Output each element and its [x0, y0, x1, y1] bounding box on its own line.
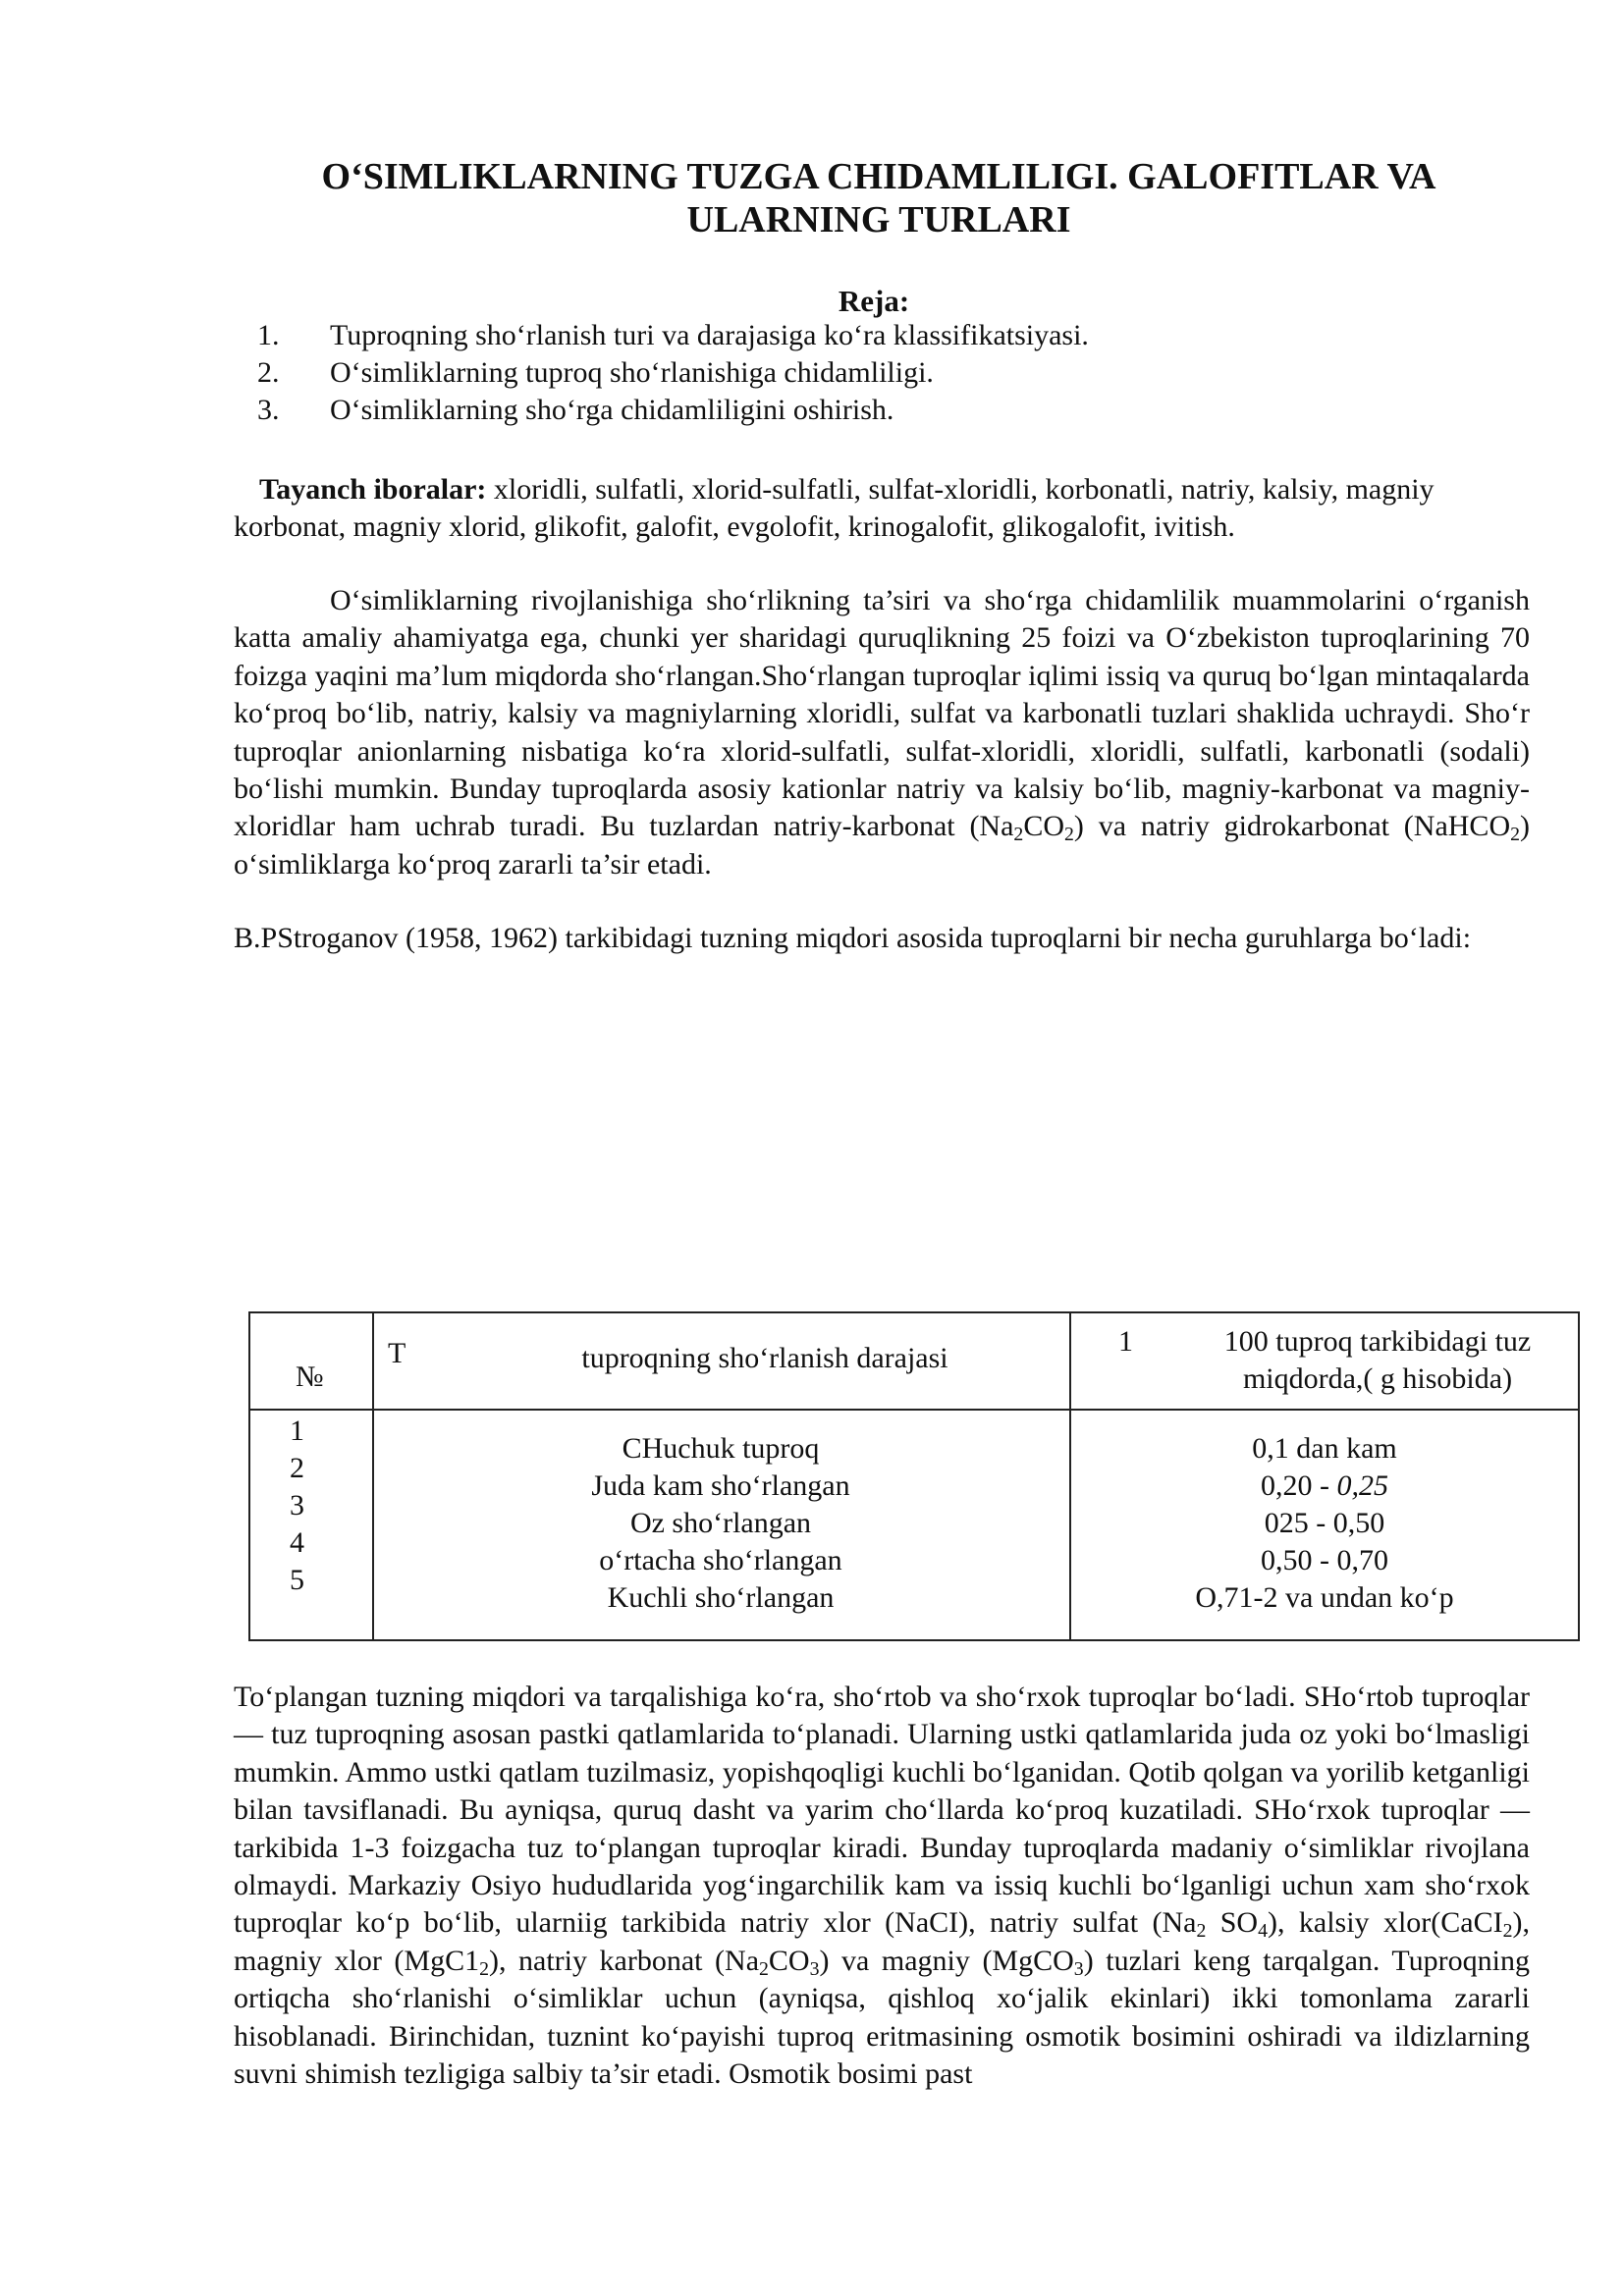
text-run: ) tuzlari keng tarqalgan. Tuproqning ortiqcha sho‘rlanishi o‘simliklar uchun (ayniqsa, qishloq xo‘jalik ekinlari) ikki tomonlama zararli hisoblanadi. Birinchidan, tuznint ko‘payishi tuproq eritmasining osmotik bosimini oshiradi va ildizlarning suvni shimish tezligiga salbiy ta’sir etadi. Osmotik bosimi past [234, 1944, 1530, 2091]
amount-cell [1069, 1468, 1580, 1505]
table-divider [250, 1409, 1578, 1411]
level-cell: Kuchli sho‘rlangan [607, 1581, 835, 1614]
row-number: 3 [290, 1489, 304, 1522]
table-header-number: № [296, 1361, 324, 1393]
intro-paragraph [234, 582, 1530, 883]
amount-italic: 0,25 [1336, 1469, 1388, 1502]
level-cell: Oz sho‘rlangan [629, 1507, 812, 1539]
subscript: 2 [759, 1957, 769, 1980]
text-run: ) o‘simliklarga ko‘proq zararli ta’sir etadi. [234, 810, 1531, 881]
document-title: O‘SIMLIKLARNING TUZGA CHIDAMLILIGI. GALOFITLAR VA ULARNING TURLARI [321, 156, 1436, 240]
header-line: miqdorda,( g hisobida) [1242, 1362, 1513, 1395]
text-run: ) va natriy gidrokarbonat (NaHCO [1073, 810, 1511, 843]
salinity-table [248, 1311, 1580, 1641]
subscript: 2 [1196, 1920, 1207, 1943]
text-run: CO [768, 1944, 810, 1977]
row-number: 1 [290, 1415, 304, 1447]
amount-cell: 0,1 dan kam [1252, 1432, 1397, 1465]
amount-cell: 0,50 - 0,70 [1261, 1544, 1388, 1576]
table-number-column [290, 1413, 304, 1599]
table-header-salinity-level: tuproqning sho‘rlanish darajasi [581, 1342, 948, 1374]
text-run: O‘simliklarning rivojlanishiga sho‘rlikning ta’siri va sho‘rga chidamlilik muammolarini o‘rganish katta amaliy ahamiyatga ega, chunki yer sharidagi quruqlikning 25 foizi va O‘zbekiston tuproqlarining 70 foizga yaqini ma’lum miqdorda sho‘rlangan.Sho‘rlangan tuproqlar iqlimi issiq va quruq bo‘lgan mintaqalarda ko‘proq bo‘lib, natriy, kalsiy va magniylarning xloridli, sulfat va karbonatli tuzlari shaklida uchraydi. Sho‘r tuproqlar anionlarning nisbatiga ko‘ra xlorid-sulfatli, sulfat-xloridli, xloridli, sulfatli, karbonatli (sodali) bo‘lishi mumkin. Bunday tuproqlarda asosiy kationlar natriy va kalsiy bo‘lib, magniy-karbonat va magniy-xloridlar ham uchrab turadi. Bu tuzlardan natriy-karbonat (Na [234, 584, 1530, 843]
plan-item-number: 2. [257, 356, 280, 389]
plan-item-text: Tuproqning sho‘rlanish turi va darajasiga ko‘ra klassifikatsiyasi. [330, 319, 1089, 351]
plan-item-text: O‘simliklarning tuproq sho‘rlanishiga chidamliligi. [330, 356, 934, 389]
stroganov-paragraph: B.PStroganov (1958, 1962) tarkibidagi tuzning miqdori asosida tuproqlarni bir necha guruhlarga bo‘ladi: [234, 922, 1472, 954]
plan-heading: Reja: [838, 284, 910, 318]
plan-item [257, 317, 1534, 354]
header-line: 100 tuproq tarkibidagi tuz [1223, 1325, 1532, 1358]
row-number: 2 [290, 1452, 304, 1484]
table-header-prefix: T [388, 1337, 406, 1369]
text-run: To‘plangan tuzning miqdori va tarqalishiga ko‘ra, sho‘rtob va sho‘rxok tuproqlar bo‘ladi. SHo‘rtob tuproqlar — tuz tuproqning asosan pastki qatlamlarida to‘planadi. Ularning ustki qatlamlarida juda oz yoki bo‘lmasligi mumkin. Ammo ustki qatlam tuzilmasiz, yopishqoqligi kuchli bo‘lganidan. Qotib qolgan va yorilib ketganligi bilan tavsiflanadi. Bu ayniqsa, quruq dasht va yarim cho‘llarda ko‘proq kuzatiladi. SHo‘rxok tuproqlar — tarkibida 1-3 foizgacha tuz to‘plangan tuproqlar kiradi. Bunday tuproqlarda madaniy o‘simliklar rivojlana olmaydi. Markaziy Osiyo hududlarida yog‘ingarchilik kam va issiq kuchli bo‘lganligi uchun xam sho‘rxok tuproqlar ko‘p bo‘lib, ularniig tarkibida natriy xlor (NaCI), natriy sulfat (Na [234, 1681, 1530, 1940]
subscript: 3 [809, 1957, 820, 1980]
text-run: ), magniy xlor (MgC1 [234, 1906, 1530, 1977]
level-cell: o‘rtacha sho‘rlangan [599, 1544, 842, 1576]
table-header-salt-amount [1191, 1323, 1564, 1398]
table-header-prefix: 1 [1118, 1325, 1133, 1358]
keywords-text: xloridli, sulfatli, xlorid-sulfatli, sulfat-xloridli, korbonatli, natriy, kalsiy, magniy korbonat, magniy xlorid, glikofit, galofit, evgolofit, krinogalofit, glikogalofit, ivitish. [234, 473, 1435, 543]
amount-cell: 025 - 0,50 [1264, 1507, 1385, 1539]
row-number: 5 [290, 1564, 304, 1596]
text-run: ), kalsiy xlor(CaCI [1268, 1906, 1503, 1940]
subscript: 2 [1013, 824, 1024, 846]
table-amount-column [1069, 1430, 1580, 1617]
plan-item-text: O‘simliklarning sho‘rga chidamliligini oshirish. [330, 394, 894, 426]
subscript: 2 [1064, 824, 1074, 846]
plan-item [257, 354, 1534, 392]
plan-item-number: 1. [257, 319, 280, 351]
keywords-label: Tayanch iboralar: [259, 473, 487, 506]
keywords-paragraph [234, 471, 1530, 546]
plan-list [257, 317, 1534, 429]
text-run: ), natriy karbonat (Na [488, 1944, 760, 1977]
table-level-column [372, 1430, 1069, 1617]
text-run: SO [1206, 1906, 1259, 1940]
text-run: CO [1023, 810, 1064, 843]
level-cell: CHuchuk tuproq [622, 1432, 820, 1465]
amount-text: 0,20 - [1261, 1469, 1337, 1502]
soil-types-paragraph [234, 1679, 1530, 2093]
plan-item [257, 392, 1534, 429]
subscript: 2 [1502, 1920, 1513, 1943]
text-run: ) va magniy (MgCO [819, 1944, 1074, 1977]
subscript: 2 [1510, 824, 1521, 846]
subscript: 4 [1258, 1920, 1268, 1943]
level-cell: Juda kam sho‘rlangan [591, 1469, 850, 1502]
subscript: 3 [1073, 1957, 1084, 1980]
plan-item-number: 3. [257, 394, 280, 426]
subscript: 2 [479, 1957, 489, 1980]
row-number: 4 [290, 1526, 304, 1559]
amount-cell: O,71-2 va undan ko‘p [1195, 1581, 1454, 1614]
